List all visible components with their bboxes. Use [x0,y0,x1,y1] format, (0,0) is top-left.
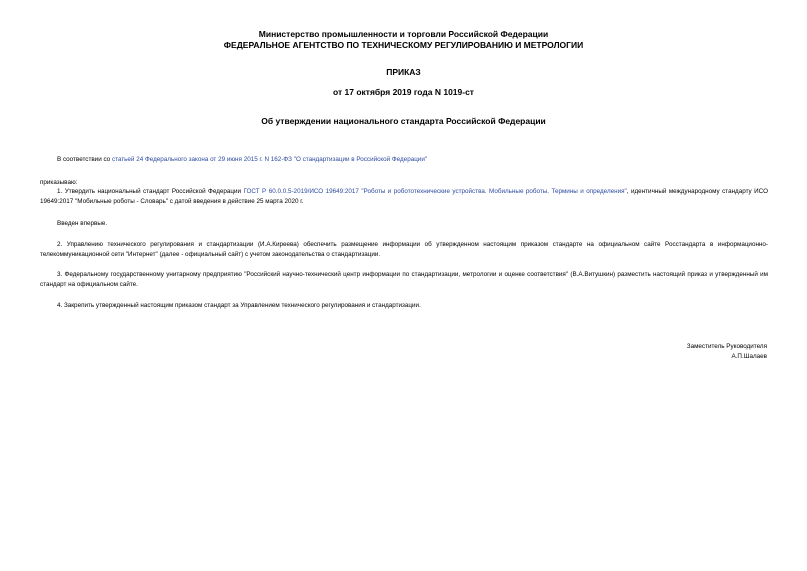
order-date: от 17 октября 2019 года N 1019-ст [333,87,474,97]
item-3-paragraph: 3. Федеральному государственному унитарному предприятию "Российский научно-технический центр информации по стандартизации, метрологии и оценке соответствия" (В.А.Витушкин) разместить настоящий приказ и утвержденный им стандарт на официальном сайте. [40,271,768,288]
law-article-link[interactable]: статьей 24 Федерального закона от 29 июня 2015 г. N 162-ФЗ "О стандартизации в Российской Федерации" [111,156,428,163]
item-1-paragraph [40,187,768,207]
gost-standard-link[interactable]: ГОСТ Р 60.0.0.5-2019/ИСО 19649:2017 "Роботы и робототехнические устройства. Мобильные роботы. Термины и определения" [243,188,627,195]
agency-name: ФЕДЕРАЛЬНОЕ АГЕНТСТВО ПО ТЕХНИЧЕСКОМУ РЕГУЛИРОВАНИЮ И МЕТРОЛОГИИ [223,40,584,50]
intro-paragraph [57,155,427,165]
orders-label: приказываю: [40,179,78,186]
order-title: ПРИКАЗ [386,67,421,77]
item-2-paragraph: 2. Управлению технического регулирования и стандартизации (И.А.Киреева) обеспечить размещение информации об утвержденном настоящим приказом стандарте на официальном сайте Росстандарта в информационно-телекоммуникационной сети "Интернет" (далее - официальный сайт) с учетом законодательства о стандартизации. [40,241,768,258]
document-header [0,29,807,51]
order-subject: Об утверждении национального стандарта Российской Федерации [261,116,546,126]
signatory-name: А.П.Шалаев [731,353,767,360]
item-1-suffix: , идентичный международному стандарту ИСО 19649:2017 "Мобильные роботы - Словарь" с датой введения в действие 25 марта 2020 г. [40,188,768,205]
signatory-position: Заместитель Руководителя [686,343,767,350]
item-1-prefix: 1. Утвердить национальный стандарт Российской Федерации [57,188,244,195]
introduced-note: Введен впервые. [57,220,108,227]
ministry-name: Министерство промышленности и торговли Российской Федерации [258,29,549,39]
item-4-paragraph: 4. Закрепить утвержденный настоящим приказом стандарт за Управлением технического регулирования и стандартизации. [57,302,421,309]
intro-prefix: В соответствии со [57,156,112,163]
